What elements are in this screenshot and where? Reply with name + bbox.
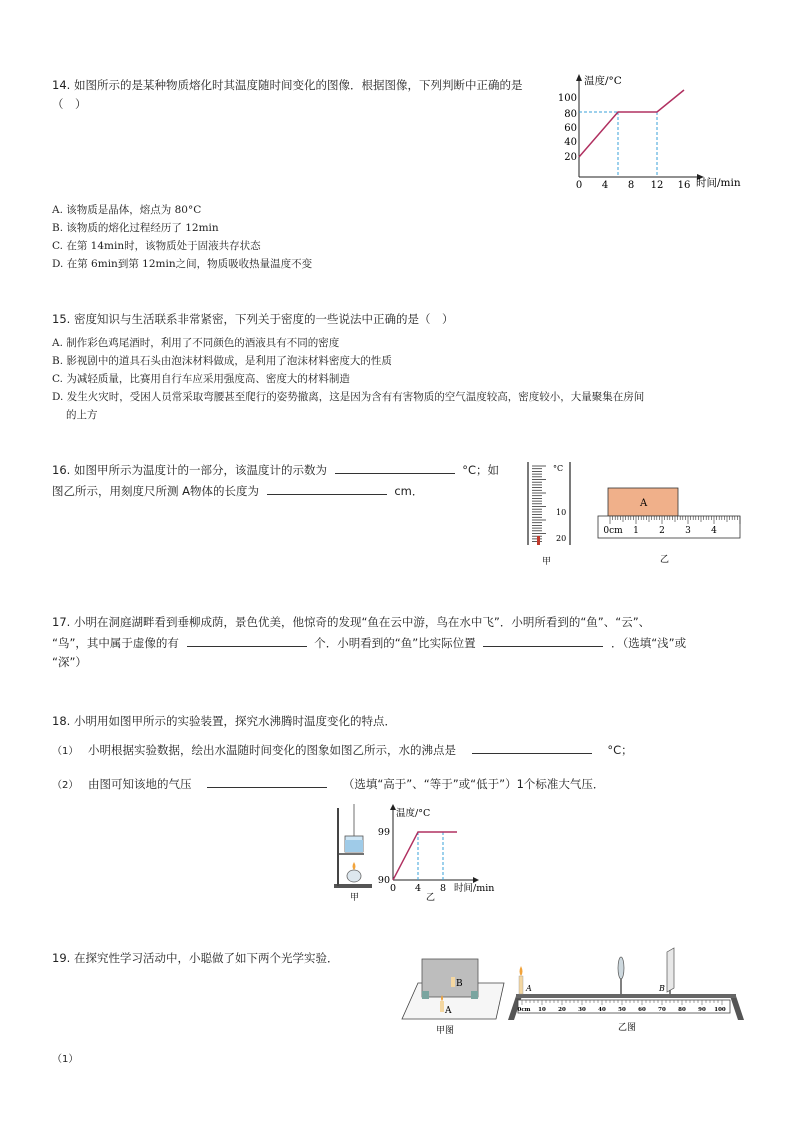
x-tick-label: 4 bbox=[601, 180, 609, 191]
q14-stem-line1: 14. 如图所示的是某种物质熔化时其温度随时间变化的图像．根据图像，下列判断中正确的是 bbox=[52, 78, 523, 92]
bench-tick-label: 60 bbox=[638, 1007, 646, 1013]
q18-stem: 18. 小明用如图甲所示的实验装置，探究水沸腾时温度变化的特点． bbox=[52, 714, 396, 728]
q16-text: cm． bbox=[394, 484, 424, 498]
thermometer-unit: °C bbox=[553, 464, 564, 473]
y-axis-label: 温度/°C bbox=[396, 808, 431, 819]
q18-sub2 bbox=[52, 775, 752, 795]
q18-boiling-apparatus bbox=[330, 802, 380, 902]
q14-option-a: A. 该物质是晶体，熔点为 80°C bbox=[52, 204, 202, 216]
q19-sub1-number: （1） bbox=[52, 1054, 79, 1065]
candle-a-label: A bbox=[445, 1006, 452, 1016]
y-axis-arrow bbox=[576, 74, 582, 81]
q16-text: 图乙所示，用刻度尺所测 A物体的长度为 bbox=[52, 484, 260, 498]
q18-sub1-number: （1） bbox=[52, 746, 79, 757]
ruler-tick-label: 3 bbox=[685, 526, 691, 536]
x-tick-label: 0 bbox=[575, 180, 583, 191]
x-axis-label: 时间/min bbox=[454, 883, 495, 894]
q15-option-d: D. 发生火灾时，受困人员常采取弯腰甚至爬行的姿势撤离，这是因为含有有害物质的空气温度较高，密度较小，大量聚集在房间 bbox=[52, 391, 645, 403]
convex-lens bbox=[618, 957, 624, 979]
q15-stem: 15. 密度知识与生活联系非常紧密，下列关于密度的一些说法中正确的是（ ） bbox=[52, 312, 454, 326]
q17-line1: 17. 小明在洞庭湖畔看到垂柳成荫，景色优美，他惊奇的发现“鱼在云中游，鸟在水中飞”．小明所看到的“鱼”、“云”、 bbox=[52, 615, 651, 629]
plate-holder-right bbox=[471, 991, 478, 999]
q18-temperature-time-chart bbox=[375, 800, 505, 903]
q16-text: °C；如 bbox=[462, 463, 500, 477]
q14-options bbox=[52, 201, 312, 273]
flame bbox=[353, 862, 356, 870]
q18-sub1 bbox=[52, 741, 752, 761]
fig-label-yi: 乙 bbox=[660, 555, 670, 565]
y-tick-label: 100 bbox=[557, 93, 577, 104]
q16-thermometer-figure bbox=[526, 460, 582, 570]
q15-options bbox=[52, 334, 752, 424]
bench-tick-label: 0cm bbox=[517, 1007, 531, 1013]
point-b-label: B bbox=[659, 984, 665, 993]
q17-blank-position[interactable] bbox=[483, 634, 603, 647]
y-axis-label: 温度/°C bbox=[584, 75, 622, 87]
q17-line2 bbox=[52, 634, 752, 653]
thermometer-liquid bbox=[537, 536, 540, 545]
light-screen bbox=[667, 948, 674, 992]
x-axis-label: 时间/min bbox=[696, 177, 741, 189]
plate-holder-left bbox=[422, 991, 429, 999]
bench-tick-label: 10 bbox=[538, 1007, 546, 1013]
q14-stem bbox=[52, 76, 552, 114]
bench-tick-label: 100 bbox=[714, 1007, 726, 1013]
fig-label-jia: 甲 bbox=[350, 893, 360, 903]
ruler-tick-label: 1 bbox=[633, 526, 639, 536]
q16-blank-length[interactable] bbox=[267, 482, 387, 495]
bench-tick-label: 70 bbox=[658, 1007, 666, 1013]
q19-stem: 19. 在探究性学习活动中，小聪做了如下两个光学实验． bbox=[52, 951, 339, 965]
bench-tick-label: 20 bbox=[558, 1007, 566, 1013]
q17-stem bbox=[52, 613, 752, 672]
q15-option-a: A. 制作彩色鸡尾酒时，利用了不同颜色的酒液具有不同的密度 bbox=[52, 337, 340, 349]
fig-label-jia: 甲 bbox=[542, 557, 552, 567]
q18-text: 由图可知该地的气压 bbox=[88, 777, 192, 791]
q17-text: “鸟”，其中属于虚像的有 bbox=[52, 636, 179, 650]
y-tick-label: 40 bbox=[564, 137, 577, 148]
bench-tick-label: 90 bbox=[698, 1007, 706, 1013]
q18-text: 小明根据实验数据，绘出水温随时间变化的图象如图乙所示，水的沸点是 bbox=[88, 743, 457, 757]
thermometer-10: 10 bbox=[556, 508, 567, 517]
q18-sub2-number: （2） bbox=[52, 780, 79, 791]
q14-option-d: D. 在第 6min到第 12min之间，物质吸收热量温度不变 bbox=[52, 258, 313, 270]
bench-tick-label: 80 bbox=[678, 1007, 686, 1013]
bench-candle bbox=[519, 976, 523, 994]
boiling-curve bbox=[393, 832, 457, 880]
object-a-label: A bbox=[640, 498, 648, 509]
q18-blank-pressure[interactable] bbox=[207, 775, 327, 788]
fig-label-jia: 甲图 bbox=[436, 1026, 455, 1036]
q17-text: 个．小明看到的“鱼”比实际位置 bbox=[314, 636, 476, 650]
ruler-tick-label: 0cm bbox=[603, 526, 623, 536]
q17-blank-count[interactable] bbox=[187, 634, 307, 647]
q17-line3: “深”） bbox=[52, 655, 87, 669]
q14-option-b: B. 该物质的熔化过程经历了 12min bbox=[52, 222, 219, 234]
y-tick-90: 90 bbox=[377, 875, 390, 886]
q14-temperature-time-chart bbox=[557, 70, 750, 195]
q14-stem-line2: （ ） bbox=[52, 97, 87, 111]
q15-option-d-continued: 的上方 bbox=[66, 409, 98, 421]
q18-text: （选填“高于”、“等于”或“低于”）1个标准大气压． bbox=[342, 777, 605, 791]
stand-base bbox=[334, 884, 372, 888]
x-tick-label: 8 bbox=[627, 180, 635, 191]
q19-plane-mirror-figure bbox=[398, 955, 514, 1037]
x-tick-8: 8 bbox=[439, 883, 447, 894]
x-tick-4: 4 bbox=[414, 883, 422, 894]
q17-text: ．（选填“浅”或 bbox=[610, 636, 687, 650]
fig-label-yi: 乙图 bbox=[618, 1023, 637, 1033]
q19-optical-bench-figure bbox=[504, 944, 748, 1036]
q16-line1 bbox=[52, 461, 522, 480]
water bbox=[345, 840, 363, 852]
q15-option-b: B. 影视剧中的道具石头由泡沫材料做成，是利用了泡沫材料密度大的性质 bbox=[52, 355, 392, 367]
y-tick-label: 60 bbox=[564, 123, 577, 134]
ruler-tick-label: 4 bbox=[711, 526, 717, 536]
q15-option-c: C. 为减轻质量，比赛用自行车应采用强度高、密度大的材料制造 bbox=[52, 373, 350, 385]
bench-leg-right bbox=[730, 996, 744, 1020]
y-tick-label: 20 bbox=[564, 152, 577, 163]
x-tick-label: 12 bbox=[650, 180, 664, 191]
y-tick-label: 80 bbox=[564, 109, 577, 120]
candle-b bbox=[451, 977, 455, 987]
ruler-tick-label: 2 bbox=[659, 526, 665, 536]
bench-tick-label: 40 bbox=[598, 1007, 606, 1013]
q16-blank-temperature[interactable] bbox=[335, 461, 455, 474]
q18-text: °C； bbox=[607, 743, 633, 757]
fig-label-yi: 乙 bbox=[426, 893, 436, 903]
bench-tick-label: 50 bbox=[618, 1007, 626, 1013]
glass-plate bbox=[422, 959, 478, 997]
bench-rail bbox=[516, 994, 736, 998]
candle-b-label: B bbox=[456, 979, 463, 989]
point-a-label: A bbox=[526, 984, 532, 993]
q18-blank-boiling-point[interactable] bbox=[472, 741, 592, 754]
q16-stem bbox=[52, 461, 522, 501]
x-tick-label: 16 bbox=[677, 180, 691, 191]
q14-option-c: C. 在第 14min时，该物质处于固液共存状态 bbox=[52, 240, 261, 252]
bench-candle-flame bbox=[520, 966, 523, 976]
candle-a bbox=[440, 1001, 444, 1012]
bench-tick-label: 30 bbox=[578, 1007, 586, 1013]
q16-line2 bbox=[52, 482, 522, 501]
alcohol-lamp bbox=[347, 870, 361, 882]
x-tick-0: 0 bbox=[389, 883, 397, 894]
y-tick-99: 99 bbox=[377, 827, 390, 838]
melting-curve bbox=[579, 90, 684, 157]
q16-text: 16. 如图甲所示为温度计的一部分，该温度计的示数为 bbox=[52, 463, 327, 477]
thermometer-20: 20 bbox=[556, 534, 567, 543]
q16-ruler-figure bbox=[596, 484, 746, 570]
